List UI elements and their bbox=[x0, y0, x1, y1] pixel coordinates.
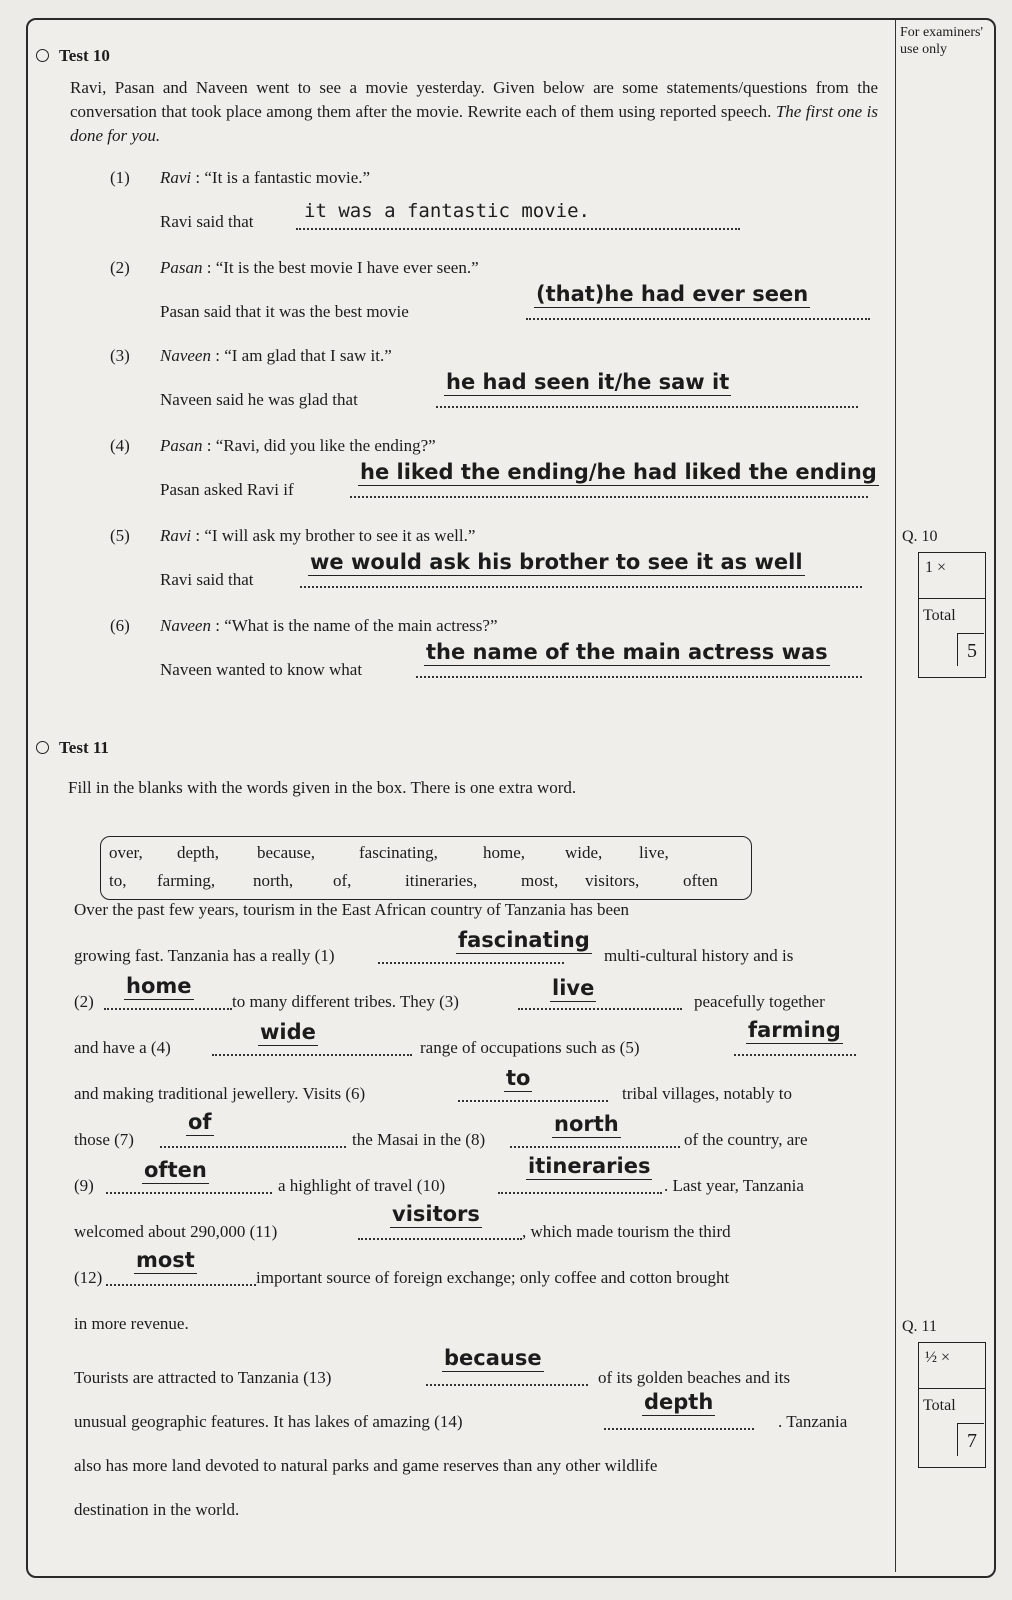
box-word: fascinating, bbox=[359, 843, 438, 862]
blank-line bbox=[106, 1284, 256, 1286]
quote: : “It is the best movie I have ever seen.” bbox=[206, 258, 479, 277]
paragraph-text: Tourists are attracted to Tanzania (13) bbox=[74, 1368, 332, 1387]
test11-heading: Test 11 bbox=[36, 738, 109, 758]
paragraph-text: growing fast. Tanzania has a really (1) bbox=[74, 946, 335, 965]
handwritten-answer: often bbox=[144, 1158, 207, 1182]
box-word: visitors, bbox=[585, 871, 640, 890]
margin-divider bbox=[895, 20, 896, 1572]
handwritten-answer: most bbox=[136, 1248, 195, 1272]
test10-question bbox=[110, 436, 436, 456]
handwritten-answer: (that)he had ever seen bbox=[536, 282, 809, 306]
test10-question bbox=[110, 258, 479, 278]
handwritten-answer: he had seen it/he saw it bbox=[446, 370, 730, 394]
handwritten-answer: it was a fantastic movie. bbox=[304, 200, 590, 222]
test10-intro: Ravi, Pasan and Naveen went to see a movie yesterday. Given below are some statements/questions from the conversation that took place among them after the movie. Rewrite each of them using reported speech. The first one is done for you. bbox=[70, 78, 878, 145]
reported-lead: Ravi said that bbox=[160, 570, 254, 589]
answer-line bbox=[416, 676, 862, 678]
paragraph-text: (2) bbox=[74, 992, 94, 1011]
question-number: (1) bbox=[110, 168, 130, 187]
q11-total-label: Total bbox=[923, 1397, 956, 1414]
paragraph-text: (9) bbox=[74, 1176, 94, 1195]
q10-total-value: 5 bbox=[967, 640, 977, 662]
paragraph-text: of the country, are bbox=[684, 1130, 808, 1149]
box-word: farming, bbox=[157, 871, 216, 890]
paragraph-text: . Tanzania bbox=[778, 1412, 848, 1431]
paragraph-text: in more revenue. bbox=[74, 1314, 189, 1333]
answer-line bbox=[436, 406, 858, 408]
handwritten-answer: of bbox=[188, 1110, 212, 1134]
blank-line bbox=[458, 1100, 608, 1102]
paragraph-text: unusual geographic features. It has lakes of amazing (14) bbox=[74, 1412, 463, 1431]
q11-label: Q. 11 bbox=[902, 1318, 937, 1335]
q10-label: Q. 10 bbox=[902, 528, 938, 545]
handwritten-answer: depth bbox=[644, 1390, 714, 1414]
handwritten-answer: fascinating bbox=[458, 928, 590, 952]
exam-page bbox=[26, 18, 996, 1578]
question-number: (6) bbox=[110, 616, 130, 635]
answer-line bbox=[526, 318, 870, 320]
paragraph-text: peacefully together bbox=[694, 992, 825, 1011]
reported-lead: Ravi said that bbox=[160, 212, 254, 231]
speaker: Naveen bbox=[160, 346, 211, 365]
blank-line bbox=[104, 1008, 232, 1010]
paragraph-text: of its golden beaches and its bbox=[598, 1368, 791, 1387]
paragraph-text: range of occupations such as (5) bbox=[420, 1038, 640, 1057]
reported-lead: Naveen said he was glad that bbox=[160, 390, 358, 409]
paragraph-text: those (7) bbox=[74, 1130, 134, 1149]
box-word: itineraries, bbox=[405, 871, 478, 890]
test10-heading: Test 10 bbox=[36, 46, 110, 66]
box-word: to, bbox=[109, 871, 127, 890]
box-word: of, bbox=[333, 871, 352, 890]
handwritten-answer: farming bbox=[748, 1018, 841, 1042]
box-word: over, bbox=[109, 843, 143, 862]
blank-line bbox=[212, 1054, 412, 1056]
paragraph-text: . Last year, Tanzania bbox=[664, 1176, 804, 1195]
reported-lead: Pasan said that it was the best movie bbox=[160, 302, 409, 321]
paragraph-text: destination in the world. bbox=[74, 1500, 240, 1519]
reported-lead: Pasan asked Ravi if bbox=[160, 480, 294, 499]
speaker: Pasan bbox=[160, 436, 203, 455]
box-word: because, bbox=[257, 843, 316, 862]
circle-bullet-icon bbox=[36, 741, 49, 754]
blank-line bbox=[498, 1192, 662, 1194]
blank-line bbox=[604, 1428, 754, 1430]
test10-question bbox=[110, 346, 392, 366]
question-number: (2) bbox=[110, 258, 130, 277]
blank-line bbox=[160, 1146, 346, 1148]
blank-line bbox=[378, 962, 564, 964]
test11-instruction: Fill in the blanks with the words given in the box. There is one extra word. bbox=[68, 778, 577, 797]
blank-line bbox=[734, 1054, 856, 1056]
paragraph-text: welcomed about 290,000 (11) bbox=[74, 1222, 278, 1241]
q10-total-cell bbox=[919, 599, 985, 667]
box-word: depth, bbox=[177, 843, 220, 862]
question-number: (3) bbox=[110, 346, 130, 365]
quote: : “Ravi, did you like the ending?” bbox=[206, 436, 436, 455]
q11-total-cell bbox=[919, 1389, 985, 1457]
paragraph-text: also has more land devoted to natural parks and game reserves than any other wildlife bbox=[74, 1456, 658, 1475]
answer-line bbox=[300, 586, 862, 588]
q11-multiplier: ½ × bbox=[919, 1343, 985, 1389]
handwritten-answer: to bbox=[506, 1066, 531, 1090]
q10-multiplier: 1 × bbox=[919, 553, 985, 599]
blank-line bbox=[518, 1008, 682, 1010]
paragraph-text: multi-cultural history and is bbox=[604, 946, 794, 965]
handwritten-answer: the name of the main actress was bbox=[426, 640, 828, 664]
handwritten-answer: live bbox=[552, 976, 595, 1000]
speaker: Pasan bbox=[160, 258, 203, 277]
quote: : “What is the name of the main actress?” bbox=[215, 616, 498, 635]
handwritten-answer: we would ask his brother to see it as well bbox=[310, 550, 803, 574]
q11-score-box bbox=[918, 1342, 986, 1468]
q10-total-label: Total bbox=[923, 607, 956, 624]
paragraph-text: tribal villages, notably to bbox=[622, 1084, 792, 1103]
quote: : “I am glad that I saw it.” bbox=[215, 346, 392, 365]
quote: : “I will ask my brother to see it as well.” bbox=[195, 526, 476, 545]
paragraph-text: , which made tourism the third bbox=[522, 1222, 731, 1241]
handwritten-answer: visitors bbox=[392, 1202, 480, 1226]
examiners-note: For examiners' use only bbox=[900, 25, 984, 57]
box-word: live, bbox=[639, 843, 669, 862]
speaker: Ravi bbox=[160, 168, 192, 187]
blank-line bbox=[358, 1238, 522, 1240]
paragraph-text: a highlight of travel (10) bbox=[278, 1176, 446, 1195]
answer-line bbox=[296, 228, 740, 230]
handwritten-answer: itineraries bbox=[528, 1154, 651, 1178]
test10-question bbox=[110, 526, 475, 546]
paragraph-text: important source of foreign exchange; only coffee and cotton brought bbox=[256, 1268, 730, 1287]
handwritten-answer: he liked the ending/he had liked the ending bbox=[360, 460, 877, 484]
blank-line bbox=[510, 1146, 680, 1148]
paragraph-text: and making traditional jewellery. Visits (6) bbox=[74, 1084, 366, 1103]
paragraph-text: and have a (4) bbox=[74, 1038, 171, 1057]
box-word: often bbox=[683, 871, 718, 890]
box-word: most, bbox=[521, 871, 559, 890]
answer-line bbox=[350, 496, 868, 498]
speaker: Naveen bbox=[160, 616, 211, 635]
question-number: (4) bbox=[110, 436, 130, 455]
paragraph-text: (12) bbox=[74, 1268, 103, 1287]
paragraph-text: the Masai in the (8) bbox=[352, 1130, 486, 1149]
test10-question bbox=[110, 168, 370, 188]
box-word: home, bbox=[483, 843, 526, 862]
handwritten-answer: north bbox=[554, 1112, 619, 1136]
blank-line bbox=[106, 1192, 272, 1194]
paragraph-text: Over the past few years, tourism in the East African country of Tanzania has been bbox=[74, 900, 630, 919]
handwritten-answer: wide bbox=[260, 1020, 316, 1044]
circle-bullet-icon bbox=[36, 49, 49, 62]
question-number: (5) bbox=[110, 526, 130, 545]
word-box bbox=[100, 836, 752, 900]
quote: : “It is a fantastic movie.” bbox=[195, 168, 371, 187]
handwritten-answer: because bbox=[444, 1346, 542, 1370]
box-word: wide, bbox=[565, 843, 603, 862]
box-word: north, bbox=[253, 871, 294, 890]
q10-score-box bbox=[918, 552, 986, 678]
reported-lead: Naveen wanted to know what bbox=[160, 660, 363, 679]
handwritten-answer: home bbox=[126, 974, 192, 998]
paragraph-text: to many different tribes. They (3) bbox=[232, 992, 459, 1011]
test10-question bbox=[110, 616, 498, 636]
speaker: Ravi bbox=[160, 526, 192, 545]
blank-line bbox=[426, 1384, 588, 1386]
q11-total-value: 7 bbox=[967, 1430, 977, 1452]
